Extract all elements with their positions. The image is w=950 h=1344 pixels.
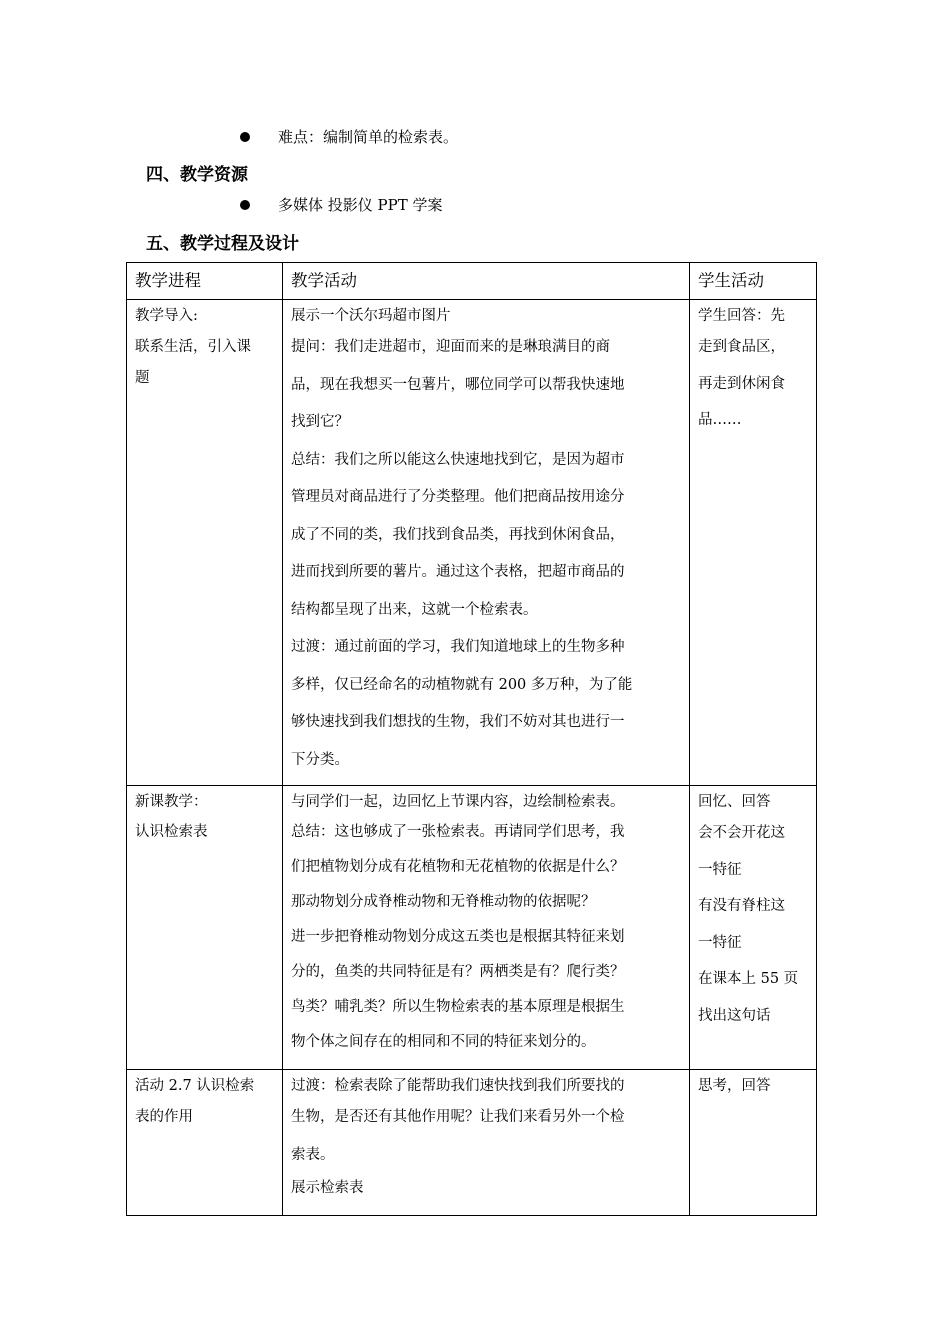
cell-line: 管理员对商品进行了分类整理。他们把商品按用途分	[291, 489, 625, 505]
header-activity: 教学活动	[283, 263, 690, 300]
cell-line: 展示一个沃尔玛超市图片	[291, 308, 451, 324]
table-row	[127, 786, 817, 1070]
cell-line: 提问：我们走进超市，迎面而来的是琳琅满目的商	[291, 339, 610, 355]
cell-line: 有没有脊柱这	[698, 898, 785, 914]
cell-line: 进一步把脊椎动物划分成这五类也是根据其特征来划	[291, 929, 625, 945]
cell-line: 再走到休闲食	[698, 375, 785, 392]
cell-line: 找到它？	[291, 414, 349, 430]
student-cell	[690, 1070, 817, 1216]
cell-line: 鸟类？哺乳类？所以生物检索表的基本原理是根据生	[291, 999, 625, 1015]
bullet-text: 难点：编制简单的检索表。	[278, 128, 459, 146]
activity-cell	[283, 300, 690, 786]
cell-line: 够快速找到我们想找的生物，我们不妨对其也进行一	[291, 714, 625, 730]
cell-line: 回忆、回答	[698, 794, 771, 810]
activity-cell	[283, 1070, 690, 1216]
cell-line: 那动物划分成脊椎动物和无脊椎动物的依据呢？	[291, 894, 596, 910]
cell-line: 活动 2.7 认识检索	[135, 1078, 255, 1094]
stage-cell	[127, 1070, 283, 1216]
stage-cell	[127, 786, 283, 1070]
cell-line: 教学导入:	[135, 308, 198, 324]
cell-line: 生物，是否还有其他作用呢？让我们来看另外一个检	[291, 1109, 625, 1125]
cell-line: 与同学们一起，边回忆上节课内容，边绘制检索表。	[291, 794, 625, 810]
cell-line: 们把植物划分成有花植物和无花植物的依据是什么？	[291, 859, 625, 875]
cell-line: 总结：这也够成了一张检索表。再请同学们思考，我	[291, 824, 625, 840]
cell-line: 认识检索表	[135, 824, 208, 840]
cell-line: 分的，鱼类的共同特征是有？两栖类是有？爬行类？	[291, 964, 625, 980]
table-header-row	[127, 263, 817, 300]
cell-line: 思考，回答	[698, 1078, 771, 1094]
cell-line: 结构都呈现了出来，这就一个检索表。	[291, 601, 538, 618]
cell-line: 表的作用	[135, 1109, 193, 1125]
cell-line: 进而找到所要的薯片。通过这个表格，把超市商品的	[291, 564, 625, 580]
cell-line: 会不会开花这	[698, 825, 785, 841]
cell-line: 总结：我们之所以能这么快速地找到它，是因为超市	[291, 451, 625, 468]
teaching-process-table	[126, 262, 817, 1216]
table-row	[127, 1070, 817, 1216]
cell-line: 一特征	[698, 861, 742, 878]
cell-line: 品，现在我想买一包薯片，哪位同学可以帮我快速地	[291, 376, 625, 393]
cell-line: 品……	[698, 412, 742, 428]
student-cell	[690, 300, 817, 786]
cell-line: 学生回答：先	[698, 308, 785, 324]
cell-line: 多样，仅已经命名的动植物就有 200 多万种，为了能	[291, 676, 633, 693]
cell-line: 一特征	[698, 934, 742, 951]
cell-line: 过渡：通过前面的学习，我们知道地球上的生物多种	[291, 639, 625, 655]
header-student: 学生活动	[690, 263, 817, 300]
header-stage: 教学进程	[127, 263, 283, 300]
cell-line: 找出这句话	[698, 1007, 771, 1024]
cell-line: 走到食品区，	[698, 339, 785, 355]
student-cell	[690, 786, 817, 1070]
bullet-dot-icon	[240, 132, 250, 142]
cell-line: 在课本上 55 页	[698, 971, 799, 987]
bullet-text: 多媒体 投影仪 PPT 学案	[278, 196, 443, 214]
cell-line: 展示检索表	[291, 1180, 364, 1196]
cell-line: 索表。	[291, 1146, 335, 1163]
section-heading-resources: 四、教学资源	[146, 165, 248, 185]
bullet-dot-icon	[240, 200, 250, 210]
cell-line: 下分类。	[291, 751, 349, 768]
cell-line: 题	[135, 369, 150, 386]
cell-line: 联系生活，引入课	[135, 339, 251, 355]
cell-line: 成了不同的类，我们找到食品类，再找到休闲食品，	[291, 526, 625, 543]
activity-cell	[283, 786, 690, 1070]
cell-line: 新课教学：	[135, 794, 208, 810]
table-row	[127, 300, 817, 786]
stage-cell	[127, 300, 283, 786]
cell-line: 物个体之间存在的相同和不同的特征来划分的。	[291, 1034, 596, 1050]
section-heading-process: 五、教学过程及设计	[146, 234, 299, 254]
cell-line: 过渡：检索表除了能帮助我们速快找到我们所要找的	[291, 1078, 625, 1094]
